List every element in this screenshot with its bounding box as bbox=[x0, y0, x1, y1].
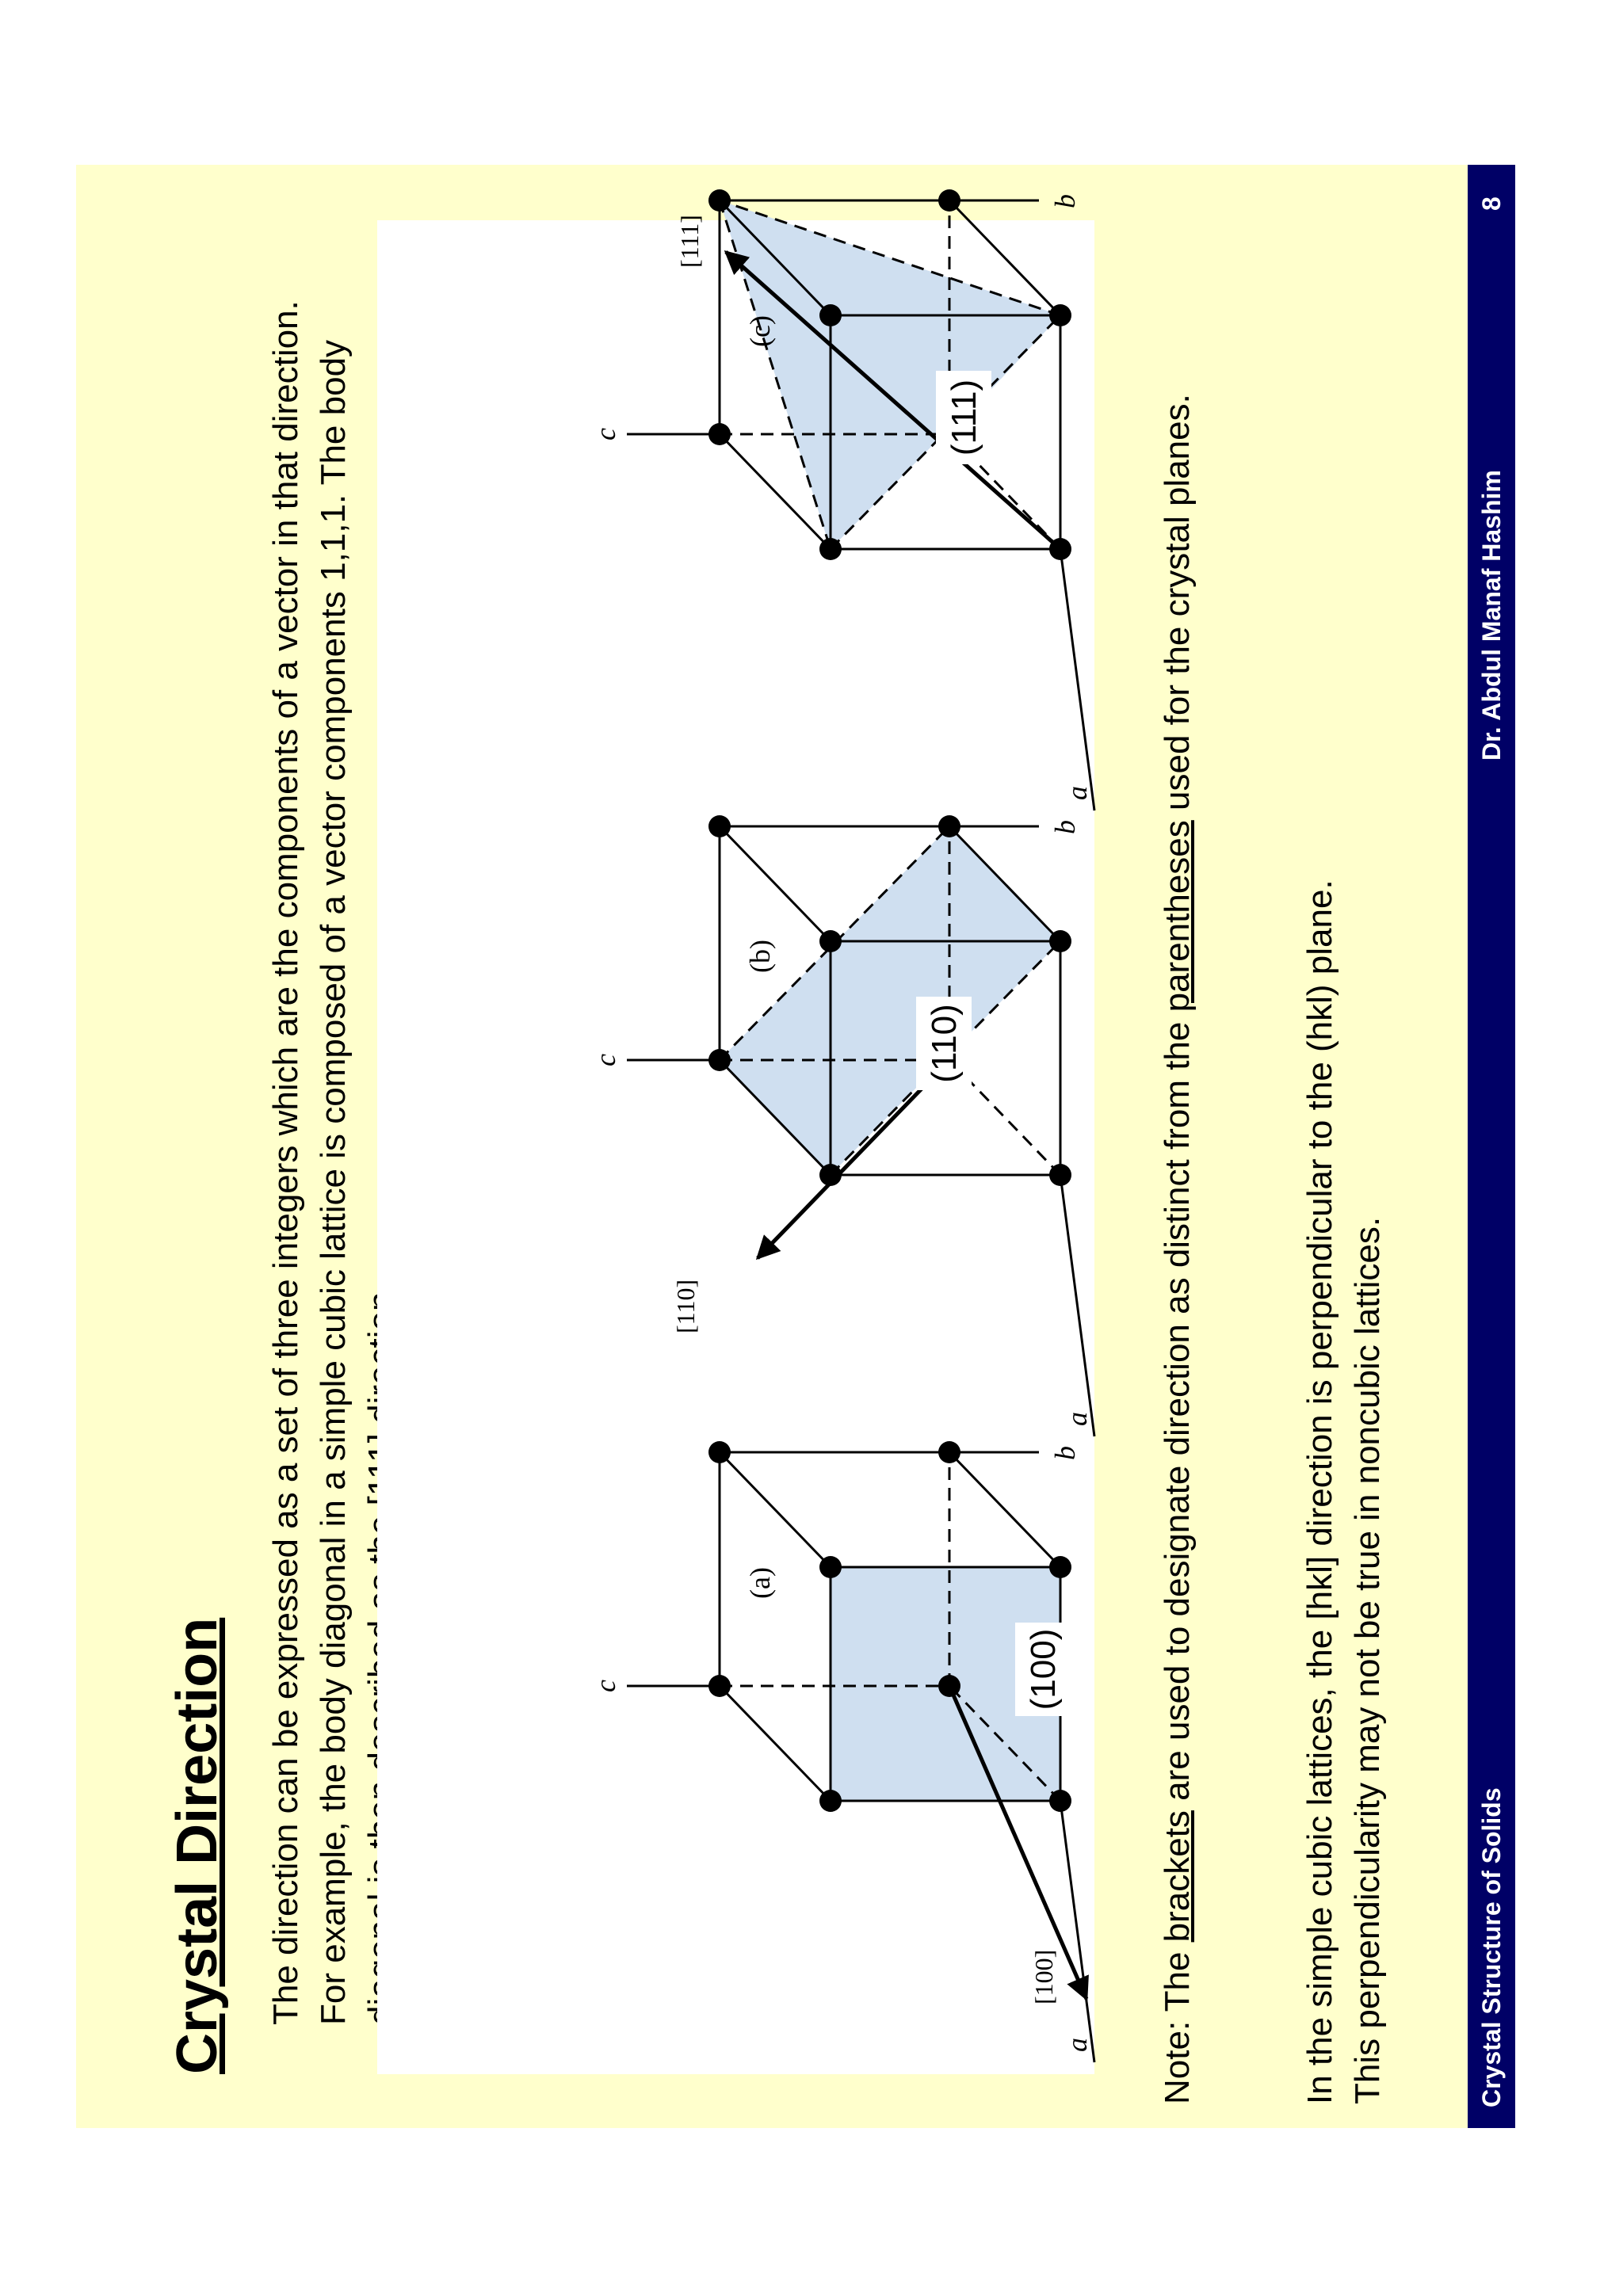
note-suffix: used for the crystal planes. bbox=[1158, 394, 1197, 821]
note-middle: are used to designate direction as distinct from the bbox=[1158, 1012, 1197, 1811]
axis-a-label-c: a bbox=[1061, 786, 1093, 800]
axis-b-label-b: b bbox=[1049, 820, 1081, 834]
crystal-figure bbox=[377, 194, 1094, 2074]
slide-content bbox=[76, 165, 1515, 2128]
plane-label-100: (100) bbox=[1024, 1628, 1063, 1711]
axis-a-label-a: a bbox=[1061, 2038, 1093, 2052]
note-parentheses-word: parentheses bbox=[1158, 820, 1197, 1013]
note-prefix: Note: The bbox=[1158, 1942, 1197, 2104]
panel-caption-b: (b) bbox=[744, 940, 776, 973]
footer-author: Dr. Abdul Manaf Hashim bbox=[1477, 470, 1506, 761]
panel-caption-a: (a) bbox=[744, 1567, 776, 1599]
axis-c-label-c: c bbox=[590, 428, 621, 441]
note-paragraph bbox=[1154, 235, 1201, 2104]
direction-label-111: [111] bbox=[675, 215, 704, 268]
panel-c bbox=[590, 189, 1094, 810]
direction-label-110: [110] bbox=[671, 1279, 700, 1333]
footer-bar bbox=[1468, 165, 1515, 2128]
footer-course-title: Crystal Structure of Solids bbox=[1477, 1787, 1506, 2107]
axis-b-label-a: b bbox=[1049, 1446, 1081, 1460]
panel-b bbox=[590, 815, 1094, 1436]
axis-c-label-a: c bbox=[590, 1680, 621, 1692]
axis-a-label-b: a bbox=[1061, 1412, 1093, 1426]
perp-line-1: In the simple cubic lattices, the [hkl] direction is perpendicular to the (hkl) plane. bbox=[1300, 879, 1339, 2104]
direction-label-100: [100] bbox=[1029, 1949, 1058, 2004]
plane-label-111: (111) bbox=[945, 379, 983, 456]
intro-paragraph: The direction can be expressed as a set of three integers which are the components of a vector in that direction. For example, the body diagonal in a simple cubic lattice is composed of a vector components 1,1,1. The body diagonal is then described as the [111] direction. bbox=[266, 300, 400, 2025]
page-number: 8 bbox=[1477, 196, 1506, 211]
panel-caption-c: (c) bbox=[744, 315, 776, 347]
note-brackets-word: brackets bbox=[1158, 1810, 1197, 1943]
panel-a bbox=[590, 1441, 1094, 2062]
slide-title: Crystal Direction bbox=[166, 1617, 229, 2074]
perpendicularity-paragraph bbox=[1296, 235, 1392, 2104]
perp-line-2: This perpendicularity may not be true in noncubic lattices. bbox=[1348, 1216, 1387, 2104]
axis-b-label-c: b bbox=[1049, 194, 1081, 208]
axis-c-label-b: c bbox=[590, 1054, 621, 1066]
plane-label-110: (110) bbox=[925, 1004, 964, 1083]
